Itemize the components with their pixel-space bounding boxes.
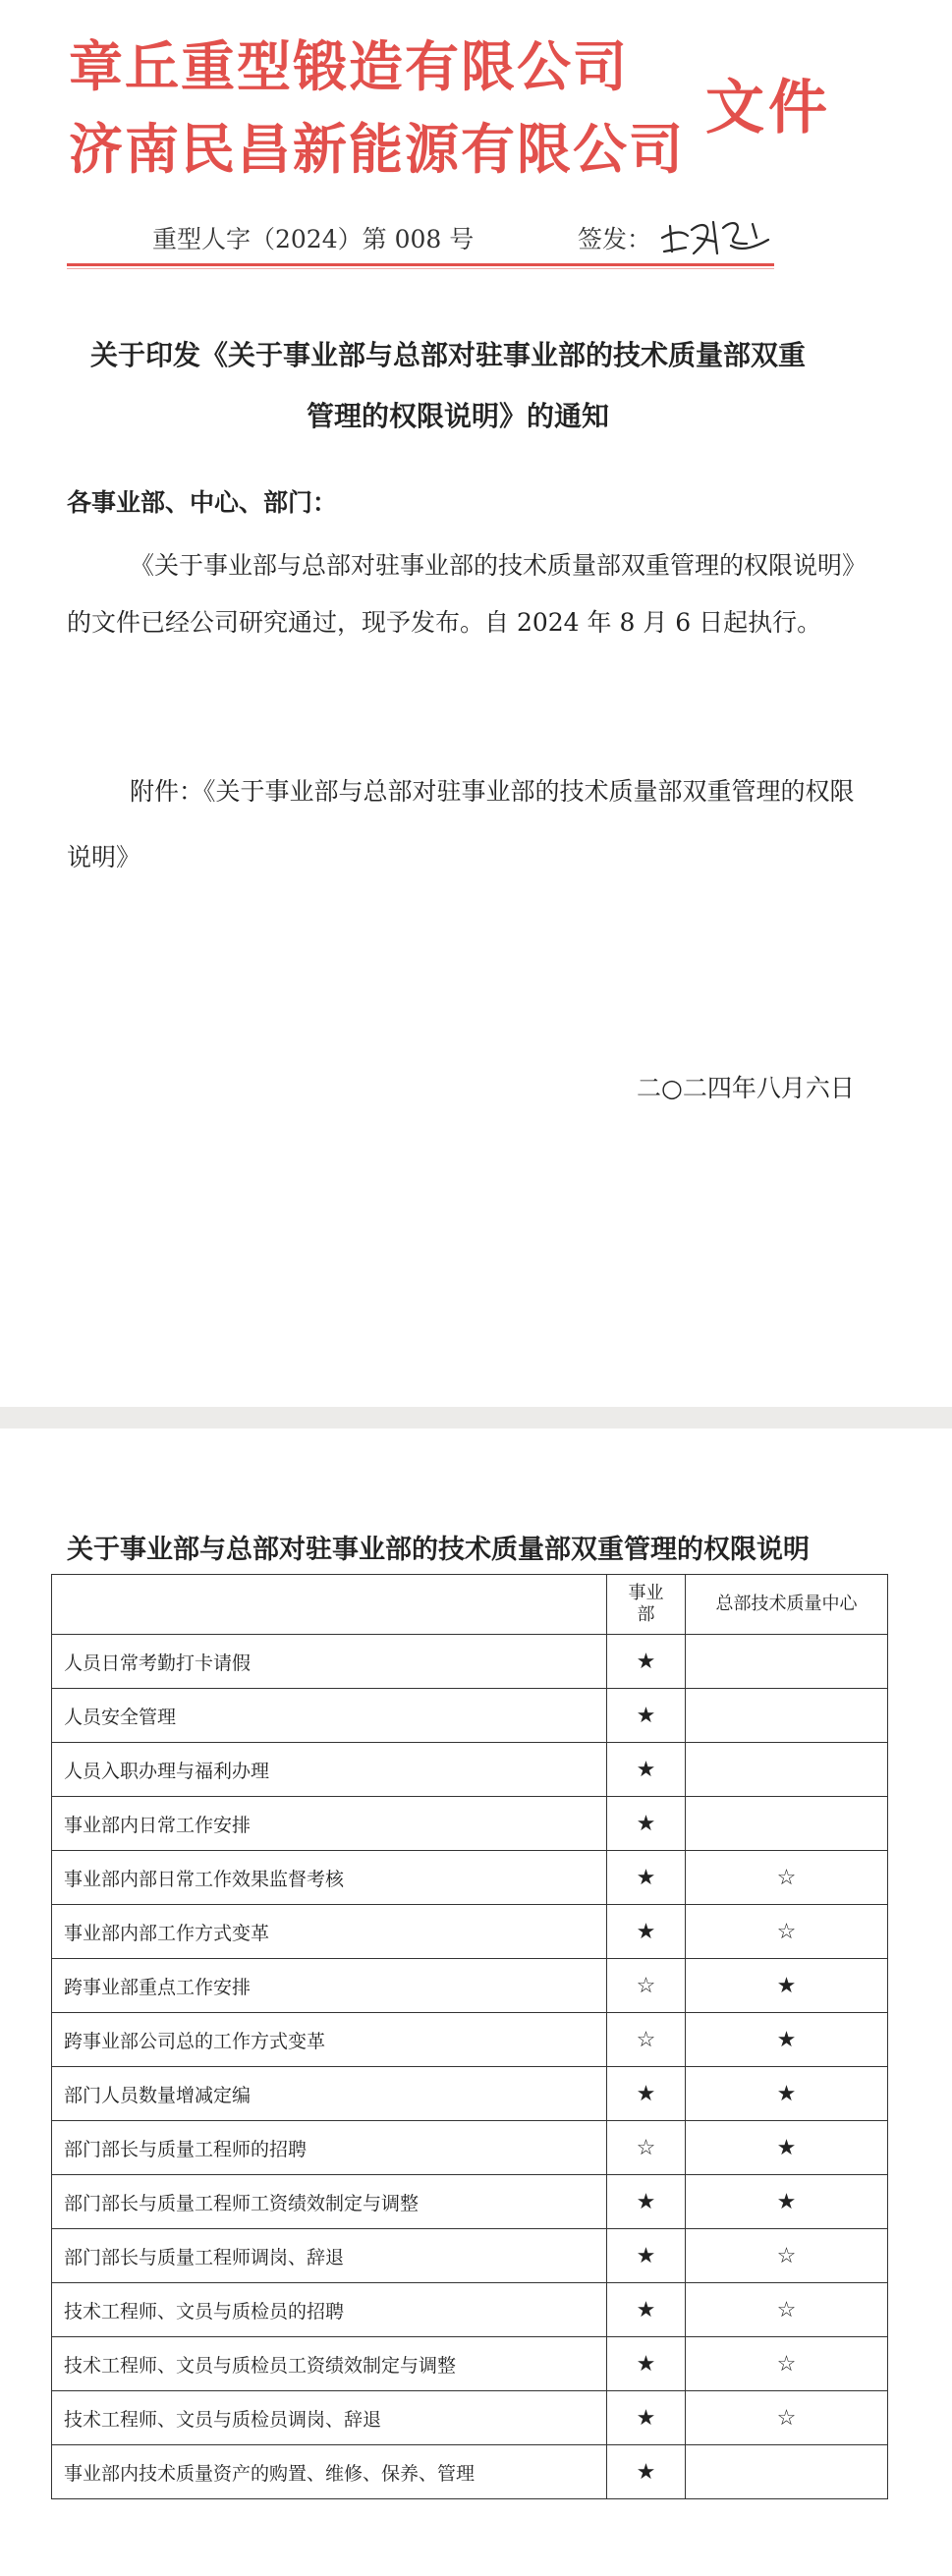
body-paragraph-line1: 《关于事业部与总部对驻事业部的技术质量部双重管理的权限说明》 (130, 551, 868, 580)
table-row (52, 2121, 888, 2175)
row-item: 部门部长与质量工程师的招聘 (52, 2121, 607, 2175)
notice-title-line2: 管理的权限说明》的通知 (307, 400, 610, 432)
header-divider-thin (67, 268, 774, 269)
row-hq-mark (686, 1743, 888, 1797)
header-division (607, 1575, 686, 1635)
row-item: 部门部长与质量工程师调岗、辞退 (52, 2229, 607, 2283)
row-division-mark: ☆ (607, 1959, 686, 2013)
header-divider (67, 263, 774, 266)
table-row (52, 1689, 888, 1743)
document-label: 文件 (705, 74, 831, 142)
row-division-mark: ★ (607, 2229, 686, 2283)
row-hq-mark (686, 1797, 888, 1851)
row-item: 事业部内部日常工作效果监督考核 (52, 1851, 607, 1905)
attachment-line2: 说明》 (67, 843, 141, 871)
table-row (52, 2391, 888, 2445)
table-row (52, 1851, 888, 1905)
row-division-mark: ★ (607, 2283, 686, 2337)
row-hq-mark: ★ (686, 2013, 888, 2067)
row-item: 技术工程师、文员与质检员工资绩效制定与调整 (52, 2337, 607, 2391)
row-division-mark: ★ (607, 2337, 686, 2391)
row-item: 事业部内部工作方式变革 (52, 1905, 607, 1959)
row-item: 技术工程师、文员与质检员调岗、辞退 (52, 2391, 607, 2445)
row-division-mark: ☆ (607, 2013, 686, 2067)
table-row (52, 1905, 888, 1959)
header-division-line2: 部 (637, 1604, 655, 1625)
notice-title-line1: 关于印发《关于事业部与总部对驻事业部的技术质量部双重 (90, 339, 807, 371)
attachment-line1: 附件：《关于事业部与总部对驻事业部的技术质量部双重管理的权限 (130, 777, 855, 806)
table-title: 关于事业部与总部对驻事业部的技术质量部双重管理的权限说明 (67, 1535, 810, 1565)
row-hq-mark (686, 1689, 888, 1743)
row-hq-mark (686, 2445, 888, 2499)
table-row (52, 2229, 888, 2283)
header-item (52, 1575, 607, 1635)
table-row (52, 2283, 888, 2337)
row-item: 事业部内日常工作安排 (52, 1797, 607, 1851)
table-row (52, 2175, 888, 2229)
row-hq-mark (686, 1635, 888, 1689)
row-division-mark: ★ (607, 2391, 686, 2445)
row-item: 跨事业部公司总的工作方式变革 (52, 2013, 607, 2067)
row-division-mark: ★ (607, 1635, 686, 1689)
table-row (52, 1635, 888, 1689)
header-hq: 总部技术质量中心 (686, 1575, 888, 1635)
table-row (52, 2013, 888, 2067)
row-item: 部门部长与质量工程师工资绩效制定与调整 (52, 2175, 607, 2229)
signature-icon (658, 208, 776, 259)
salutation: 各事业部、中心、部门： (67, 488, 338, 517)
issue-date: 二○二四年八月六日 (637, 1074, 855, 1102)
row-hq-mark: ☆ (686, 2283, 888, 2337)
row-item: 人员安全管理 (52, 1689, 607, 1743)
table-header-row (52, 1575, 888, 1635)
row-division-mark: ★ (607, 2067, 686, 2121)
table-row (52, 2067, 888, 2121)
header-division-line1: 事业 (628, 1583, 664, 1603)
row-item: 事业部内技术质量资产的购置、维修、保养、管理 (52, 2445, 607, 2499)
body-paragraph-line2: 的文件已经公司研究通过，现予发布。自 2024 年 8 月 6 日起执行。 (67, 608, 822, 637)
row-division-mark: ★ (607, 1797, 686, 1851)
row-hq-mark: ☆ (686, 1905, 888, 1959)
row-division-mark: ★ (607, 1743, 686, 1797)
row-division-mark: ★ (607, 1905, 686, 1959)
authority-table (51, 1574, 888, 2499)
row-hq-mark: ★ (686, 2175, 888, 2229)
table-row (52, 1797, 888, 1851)
row-division-mark: ★ (607, 1689, 686, 1743)
row-hq-mark: ★ (686, 1959, 888, 2013)
row-division-mark: ★ (607, 2175, 686, 2229)
row-item: 人员日常考勤打卡请假 (52, 1635, 607, 1689)
row-division-mark: ★ (607, 2445, 686, 2499)
row-item: 技术工程师、文员与质检员的招聘 (52, 2283, 607, 2337)
row-hq-mark: ☆ (686, 2337, 888, 2391)
row-hq-mark: ★ (686, 2067, 888, 2121)
table-row (52, 2337, 888, 2391)
row-item: 人员入职办理与福利办理 (52, 1743, 607, 1797)
row-hq-mark: ☆ (686, 2229, 888, 2283)
row-hq-mark: ☆ (686, 2391, 888, 2445)
org-name-1: 章丘重型锻造有限公司 (69, 34, 630, 98)
table-row (52, 1743, 888, 1797)
row-item: 跨事业部重点工作安排 (52, 1959, 607, 2013)
row-division-mark: ★ (607, 1851, 686, 1905)
row-item: 部门人员数量增减定编 (52, 2067, 607, 2121)
table-row (52, 2445, 888, 2499)
sign-label: 签发： (578, 225, 652, 253)
row-division-mark: ☆ (607, 2121, 686, 2175)
table-row (52, 1959, 888, 2013)
row-hq-mark: ★ (686, 2121, 888, 2175)
document-number: 重型人字（2024）第 008 号 (152, 225, 475, 253)
org-name-2: 济南民昌新能源有限公司 (69, 117, 686, 181)
row-hq-mark: ☆ (686, 1851, 888, 1905)
